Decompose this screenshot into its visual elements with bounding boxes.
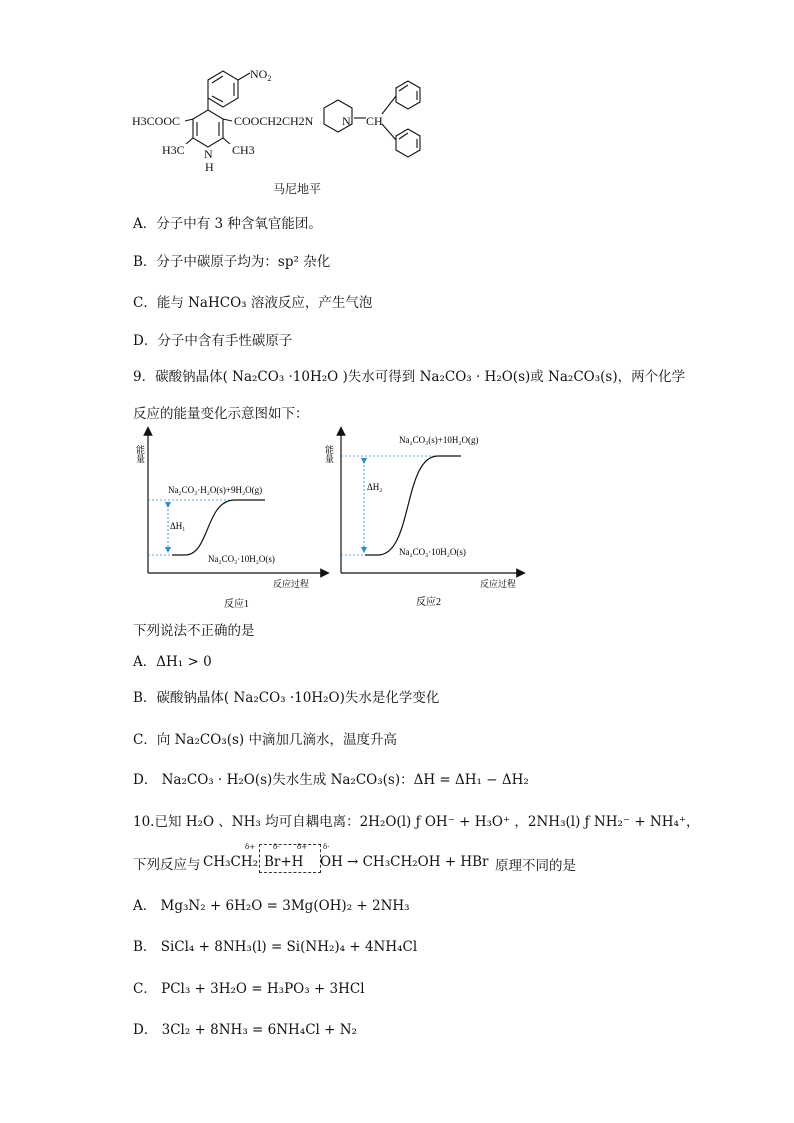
q9-stem-line1: 9．碳酸钠晶体( Na₂CO₃ ·10H₂O )失水可得到 Na₂CO₃ · H₂O(s)或 Na₂CO₃(s)，两个化学 xyxy=(133,369,686,385)
diagram-caption: 反应1 xyxy=(224,599,249,610)
charge-1: δ+ xyxy=(245,843,256,851)
x-axis-label: 反应过程 xyxy=(480,579,517,589)
svg-text:H3COOC: H3COOC xyxy=(132,114,181,128)
q10-stem-line2 xyxy=(133,843,693,873)
q10-stem-prefix: 下列反应与 xyxy=(133,857,201,873)
reaction-oh: OH xyxy=(320,854,343,870)
lower-level-label: Na₂CO₃·10H₂O(s) xyxy=(208,554,275,564)
lower-level-label: Na₂CO₃·10H₂O(s) xyxy=(399,547,466,557)
q9-option-a: A．ΔH₁ > 0 xyxy=(133,654,212,670)
q8-option-a: A．分子中有 3 种含氧官能团。 xyxy=(133,216,322,232)
delta-h1-label: ΔH₁ xyxy=(170,521,186,531)
upper-level-label: Na₂CO₃(s)+10H₂O(g) xyxy=(399,435,479,445)
q9-option-d: D． Na₂CO₃ · H₂O(s)失水生成 Na₂CO₃(s)：ΔH = ΔH₁ − ΔH₂ xyxy=(133,772,529,788)
svg-text:H: H xyxy=(205,160,214,174)
q8-option-d: D．分子中含有手性碳原子 xyxy=(133,333,293,349)
svg-text:CH3: CH3 xyxy=(232,143,255,157)
y-axis-label: 能量 xyxy=(324,445,334,463)
q9-option-b: B．碳酸钠晶体( Na₂CO₃ ·10H₂O)失水是化学变化 xyxy=(133,690,440,706)
diagram-caption: 反应2 xyxy=(416,597,441,608)
q9-option-c: C．向 Na₂CO₃(s) 中滴加几滴水，温度升高 xyxy=(133,732,397,748)
reaction-br-h: Br+H xyxy=(264,854,304,870)
svg-text:N: N xyxy=(204,147,213,161)
reaction-ethyl: CH₃CH₂ xyxy=(203,854,259,870)
reaction-products: → CH₃CH₂OH + HBr xyxy=(347,854,489,870)
molecule-structure xyxy=(128,58,438,178)
charge-3: δ+ xyxy=(297,843,308,851)
q9-stem-line2: 反应的能量变化示意图如下： xyxy=(133,406,309,422)
y-axis-label: 能量 xyxy=(135,445,145,463)
q9-question: 下列说法不正确的是 xyxy=(133,623,255,639)
charge-4: δ- xyxy=(323,843,330,851)
q10-option-d: D． 3Cl₂ + 8NH₃ = 6NH₄Cl + N₂ xyxy=(133,1022,357,1038)
svg-text:N: N xyxy=(342,114,351,128)
svg-text:COOCH2CH2N: COOCH2CH2N xyxy=(234,114,314,128)
q10-stem-line1: 10.已知 H₂O 、NH₃ 均可自耦电离：2H₂O(l) ƒ OH⁻ + H₃O⁺ ，2NH₃(l) ƒ NH₂⁻ + NH₄⁺， xyxy=(133,814,700,830)
svg-text:H3C: H3C xyxy=(162,143,185,157)
x-axis-label: 反应过程 xyxy=(273,579,310,589)
delta-h2-label: ΔH₂ xyxy=(367,482,383,492)
q8-option-b: B．分子中碳原子均为：sp² 杂化 xyxy=(133,254,331,270)
q10-option-a: A． Mg₃N₂ + 6H₂O = 3Mg(OH)₂ + 2NH₃ xyxy=(133,898,410,914)
upper-level-label: Na₂CO₃·H₂O(s)+9H₂O(g) xyxy=(168,485,263,495)
q10-stem-suffix: 原理不同的是 xyxy=(495,858,576,874)
energy-diagram-2 xyxy=(324,425,528,610)
svg-text:CH: CH xyxy=(366,114,383,128)
molecule-caption: 马尼地平 xyxy=(273,182,322,196)
q10-option-c: C． PCl₃ + 3H₂O = H₃PO₃ + 3HCl xyxy=(133,981,365,997)
svg-text:NO2: $NO_2$ xyxy=(250,67,272,83)
q10-option-b: B． SiCl₄ + 8NH₃(l) = Si(NH₂)₄ + 4NH₄Cl xyxy=(133,939,418,955)
energy-diagram-1 xyxy=(135,425,330,610)
charge-2: δ- xyxy=(273,843,280,851)
q8-option-c: C．能与 NaHCO₃ 溶液反应，产生气泡 xyxy=(133,295,373,311)
